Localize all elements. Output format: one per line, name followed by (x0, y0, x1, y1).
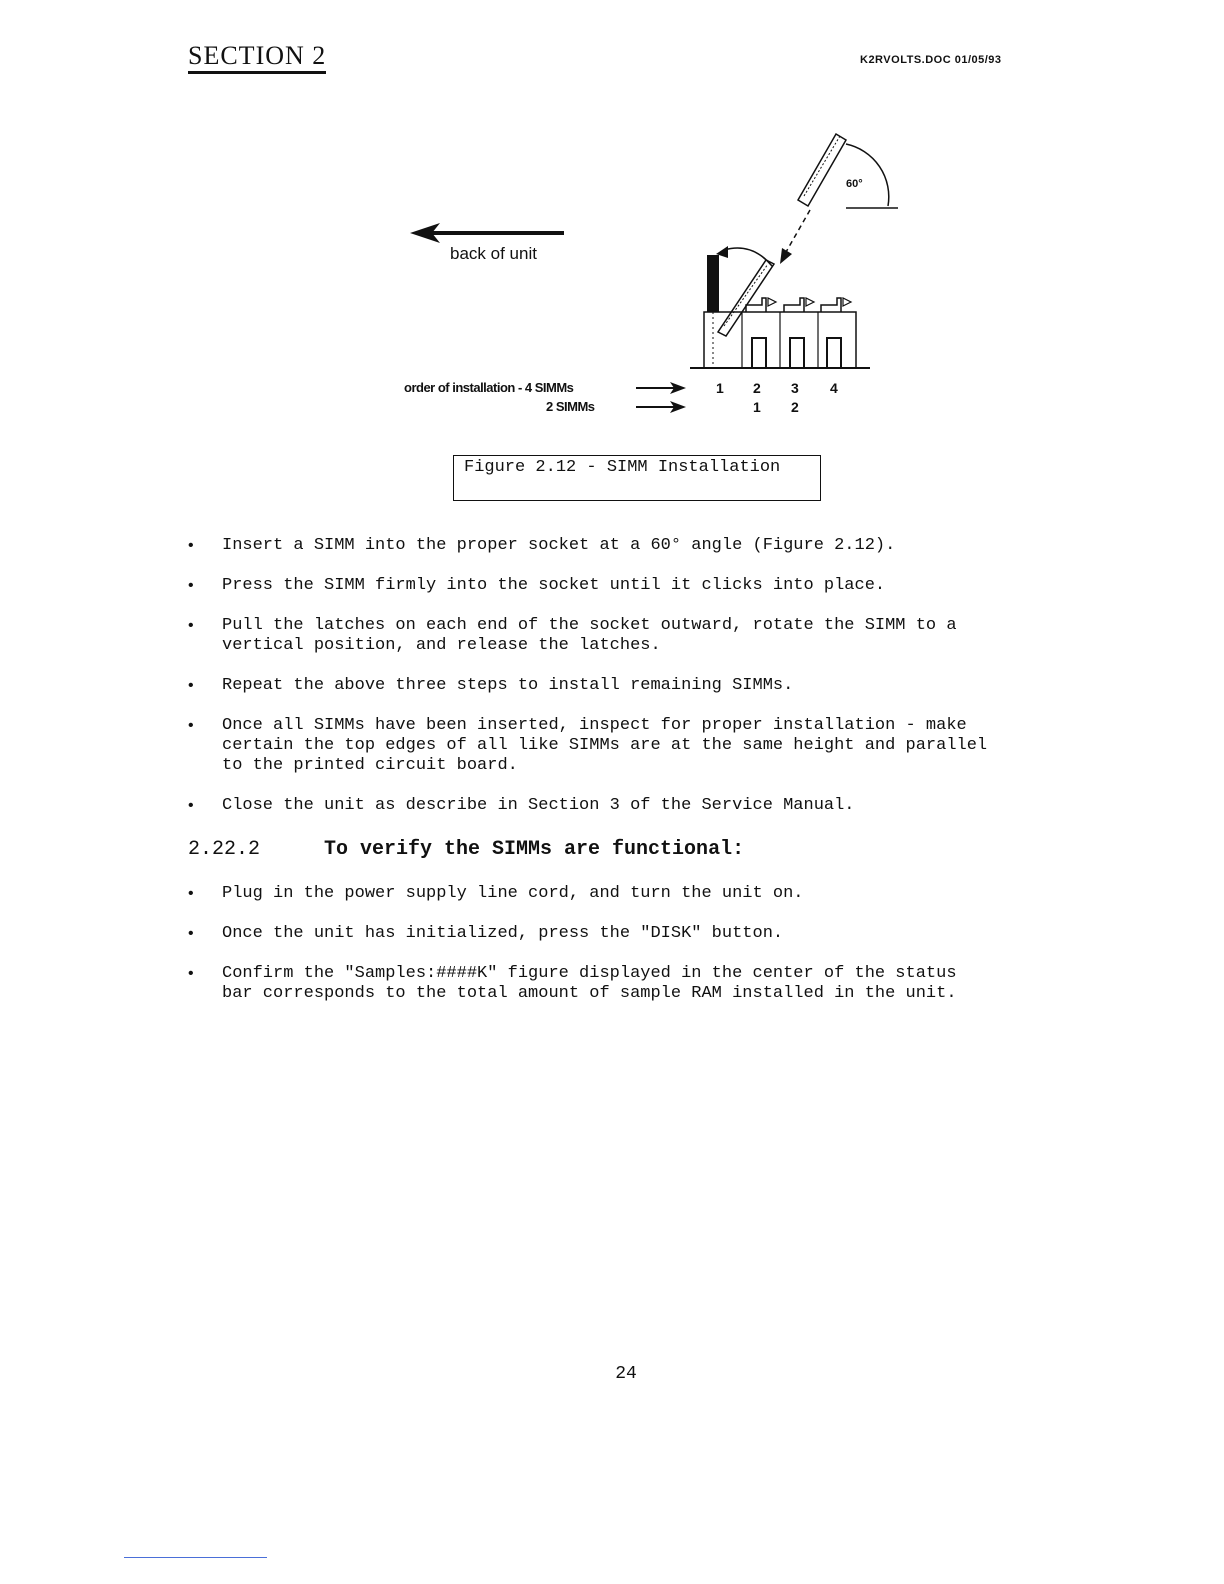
bullet-icon: • (186, 797, 196, 815)
list-item (186, 716, 1086, 776)
step-text: Close the unit as describe in Section 3 of the Service Manual. (222, 796, 855, 815)
step-text: Press the SIMM firmly into the socket until it clicks into place. (222, 576, 886, 595)
installation-steps-list (186, 536, 1086, 836)
inserting-simm (780, 134, 846, 264)
order-number: 3 (791, 380, 799, 396)
figure-caption: Figure 2.12 - SIMM Installation (453, 455, 821, 501)
step-text: Insert a SIMM into the proper socket at a 60° angle (Figure 2.12). (222, 536, 896, 555)
angle-label: 60° (846, 178, 863, 190)
tilted-simm (716, 246, 774, 336)
step-text: Plug in the power supply line cord, and turn the unit on. (222, 884, 804, 903)
subsection-heading (188, 838, 744, 862)
verify-steps-list (186, 884, 1086, 1024)
bullet-icon: • (186, 577, 196, 595)
step-text: Repeat the above three steps to install remaining SIMMs. (222, 676, 794, 695)
list-item (186, 616, 1086, 656)
step-text: Once the unit has initialized, press the "DISK" button. (222, 924, 784, 943)
step-text: Confirm the "Samples:####K" figure displayed in the center of the status bar corresponds to the total amount of sample RAM installed in the unit. (222, 964, 957, 1003)
order-number: 2 (791, 399, 799, 415)
order-number: 4 (830, 380, 838, 396)
back-arrow-icon (410, 223, 564, 243)
bullet-icon: • (186, 537, 196, 555)
installation-order-label: order of installation - 4 SIMMs (404, 380, 574, 395)
bullet-icon: • (186, 677, 196, 695)
footer-divider (124, 1557, 267, 1558)
step-text: Pull the latches on each end of the socket outward, rotate the SIMM to a vertical position, and release the latches. (222, 616, 957, 655)
bullet-icon: • (186, 925, 196, 943)
order-arrow-icon (636, 382, 686, 394)
bullet-icon: • (186, 617, 196, 635)
order-number: 1 (716, 380, 724, 396)
simm-installation-figure (380, 120, 920, 430)
subsection-title: To verify the SIMMs are functional: (324, 838, 745, 861)
list-item (186, 536, 1086, 556)
list-item (186, 924, 1086, 944)
angle-marker (846, 144, 898, 208)
document-reference: K2RVOLTS.DOC 01/05/93 (860, 54, 1002, 66)
list-item (186, 576, 1086, 596)
list-item (186, 964, 1086, 1004)
list-item (186, 796, 1086, 816)
two-simms-label: 2 SIMMs (546, 399, 595, 414)
bullet-icon: • (186, 717, 196, 735)
order-arrow-icon (636, 401, 686, 413)
list-item (186, 676, 1086, 696)
order-number: 2 (753, 380, 761, 396)
page-number: 24 (615, 1364, 637, 1384)
section-title: SECTION 2 (188, 42, 326, 74)
list-item (186, 884, 1086, 904)
bullet-icon: • (186, 885, 196, 903)
order-number: 1 (753, 399, 761, 415)
back-of-unit-label: back of unit (450, 244, 537, 263)
bullet-icon: • (186, 965, 196, 983)
subsection-number: 2.22.2 (188, 838, 261, 861)
socket-board (690, 255, 870, 368)
step-text: Once all SIMMs have been inserted, inspect for proper installation - make certain the top edges of all like SIMMs are at the same height and parallel to the printed circuit board. (222, 716, 988, 775)
